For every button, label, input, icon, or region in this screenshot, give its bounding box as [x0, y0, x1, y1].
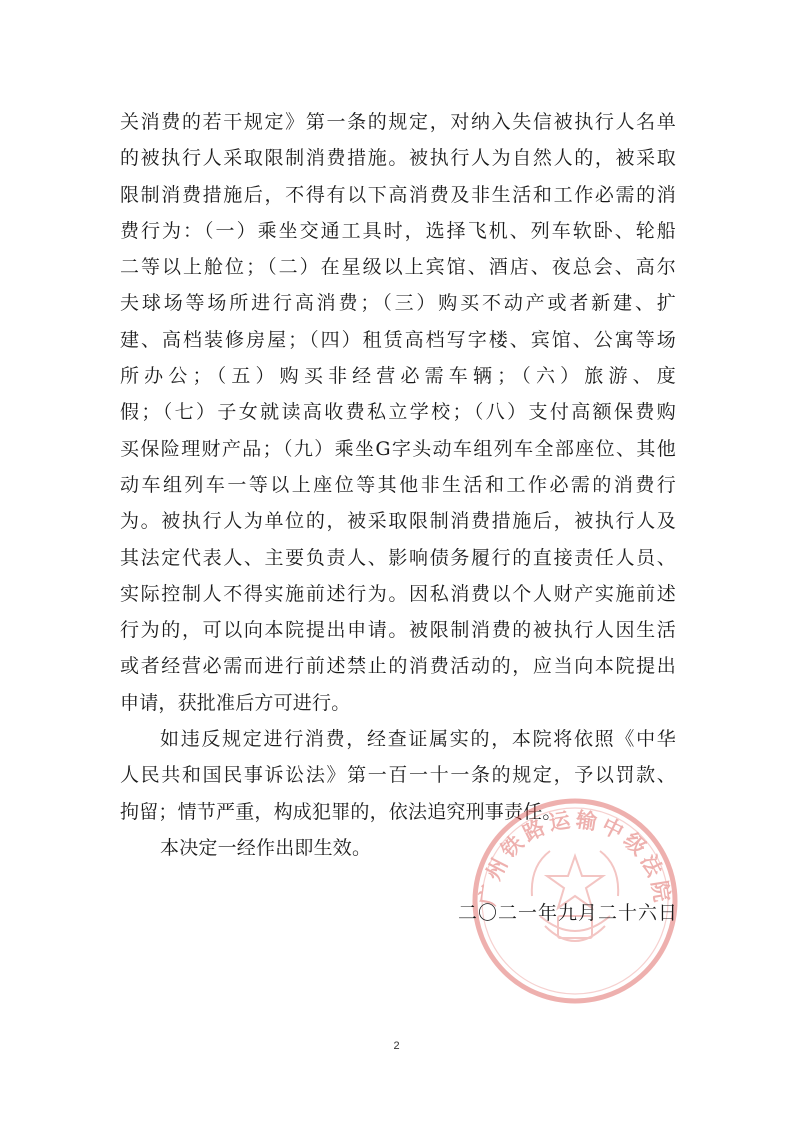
text-line: 关消费的若干规定》第一条的规定，对纳入失信被执行人名单: [120, 111, 676, 133]
paragraph-2: [120, 721, 676, 830]
paragraph-1: [120, 104, 676, 721]
text-line: 申请，获批准后方可进行。: [120, 691, 351, 714]
text-line: 假；（七）子女就读高收费私立学校；（八）支付高额保费购: [120, 401, 676, 424]
seal-text: 广州铁路运输中级法院: [475, 807, 675, 908]
text-line: 拘留；情节严重，构成犯罪的，依法追究刑事责任。: [120, 800, 562, 823]
page-number: 2: [393, 1040, 400, 1052]
text-line: 建、高档装修房屋；（四）租赁高档写字楼、宾馆、公寓等场: [120, 328, 676, 351]
text-line: 限制消费措施后，不得有以下高消费及非生活和工作必需的消: [120, 183, 676, 206]
text-line: 所办公；（五）购买非经营必需车辆；（六）旅游、度: [120, 365, 676, 388]
text-line: 费行为：（一）乘坐交通工具时，选择飞机、列车软卧、轮船: [120, 219, 676, 242]
text-line: 夫球场等场所进行高消费；（三）购买不动产或者新建、扩: [120, 292, 676, 315]
text-line: 实际控制人不得实施前述行为。因私消费以个人财产实施前述: [120, 582, 676, 605]
text-line: 动车组列车一等以上座位等其他非生活和工作必需的消费行: [120, 473, 676, 496]
text-line: 人民共和国民事诉讼法》第一百一十一条的规定，予以罚款、: [120, 764, 676, 787]
paragraph-3: [120, 830, 676, 866]
text-line: 其法定代表人、主要负责人、影响债务履行的直接责任人员、: [120, 546, 676, 569]
text-line: 本决定一经作出即生效。: [160, 836, 372, 859]
document-date: 二〇二一年九月二十六日: [457, 902, 678, 924]
text-line: 二等以上舱位；（二）在星级以上宾馆、酒店、夜总会、高尔: [120, 256, 676, 279]
text-line: 或者经营必需而进行前述禁止的消费活动的，应当向本院提出: [120, 655, 676, 678]
text-line: 买保险理财产品；（九）乘坐G字头动车组列车全部座位、其他: [120, 437, 676, 460]
text-line: 如违反规定进行消费，经查证属实的，本院将依照《中华: [160, 728, 676, 751]
text-line: 行为的，可以向本院提出申请。被限制消费的被执行人因生活: [120, 619, 676, 642]
text-line: 的被执行人采取限制消费措施。被执行人为自然人的，被采取: [120, 147, 676, 170]
text-line: 为。被执行人为单位的，被采取限制消费措施后，被执行人及: [120, 510, 676, 533]
body-text: [120, 104, 676, 866]
